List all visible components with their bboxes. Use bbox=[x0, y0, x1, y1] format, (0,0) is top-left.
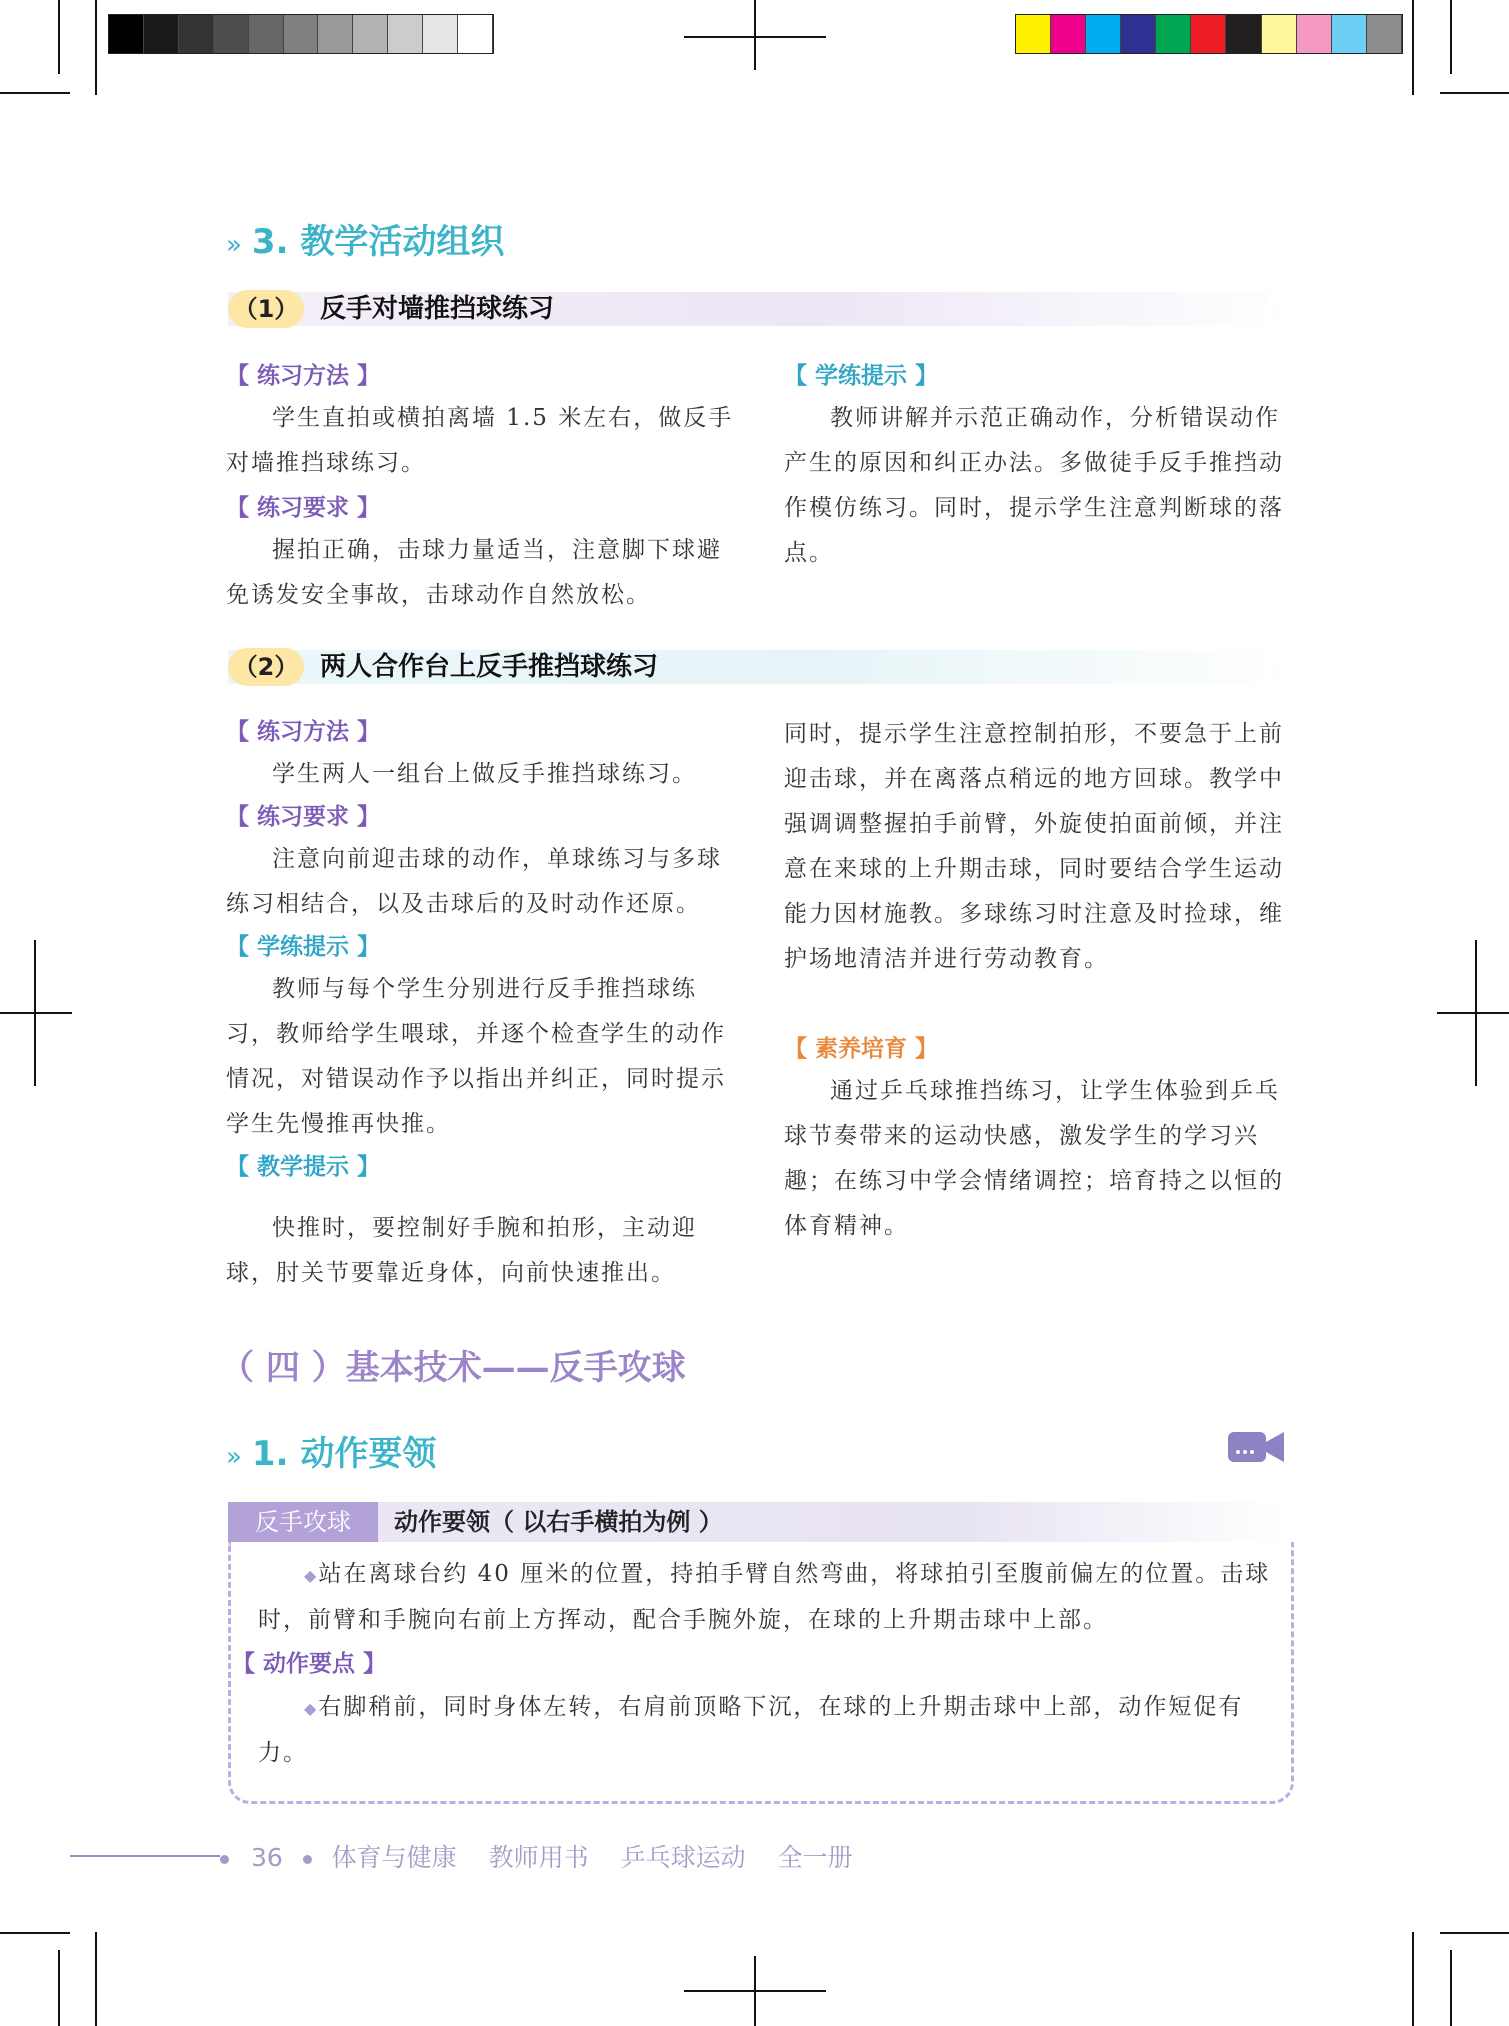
crop-mark bbox=[1440, 1932, 1509, 1934]
action-points-tag: 【 动作要点 】 bbox=[232, 1651, 387, 1677]
crop-mark bbox=[58, 1950, 60, 2026]
subsection-number: （1） bbox=[228, 290, 304, 328]
bullet-icon bbox=[220, 1855, 229, 1864]
subsection-band bbox=[228, 292, 1298, 326]
subsection-band bbox=[228, 650, 1298, 684]
left-column bbox=[226, 712, 746, 1187]
calibration-swatch bbox=[423, 15, 458, 53]
calibration-swatch bbox=[1051, 15, 1086, 53]
slash-decoration-icon bbox=[1250, 294, 1298, 324]
subsection-title: 反手对墙推挡球练习 bbox=[320, 294, 555, 324]
crop-mark bbox=[754, 0, 756, 70]
right-column bbox=[784, 356, 1304, 576]
calibration-swatch bbox=[353, 15, 388, 53]
crop-mark bbox=[1440, 92, 1509, 94]
crop-mark bbox=[1450, 1950, 1452, 2026]
subsection-number: （2） bbox=[228, 648, 304, 686]
crop-mark bbox=[684, 36, 826, 38]
left-column bbox=[226, 356, 746, 618]
method-text: 学生两人一组台上做反手推挡球练习。 bbox=[272, 761, 697, 787]
method-tag: 【 练习方法 】 bbox=[226, 363, 381, 389]
calibration-swatch bbox=[284, 15, 319, 53]
calibration-swatch bbox=[318, 15, 353, 53]
calibration-swatch bbox=[388, 15, 423, 53]
video-camera-icon[interactable] bbox=[1228, 1430, 1284, 1464]
calibration-swatch bbox=[1156, 15, 1191, 53]
method-tag: 【 练习方法 】 bbox=[226, 719, 381, 745]
crop-mark bbox=[0, 1012, 72, 1014]
calibration-swatch bbox=[458, 15, 493, 53]
technique-box-header bbox=[228, 1502, 1288, 1542]
calibration-swatch bbox=[1121, 15, 1156, 53]
requirement-tag: 【 练习要求 】 bbox=[226, 495, 381, 521]
section-title: 3. 教学活动组织 bbox=[251, 222, 505, 262]
slash-decoration-icon bbox=[1250, 652, 1298, 682]
footer-rule bbox=[70, 1855, 220, 1857]
calibration-swatch bbox=[1191, 15, 1226, 53]
teaching-text-part1: 快推时，要控制好手腕和拍形，主动迎球，肘关节要靠近身体，向前快速推出。 bbox=[226, 1215, 697, 1286]
crop-mark bbox=[1450, 0, 1452, 74]
calibration-swatch bbox=[144, 15, 179, 53]
calibration-swatch bbox=[1332, 15, 1367, 53]
section-heading bbox=[226, 1426, 436, 1475]
calibration-swatch bbox=[1262, 15, 1297, 53]
technique-box-content bbox=[232, 1552, 1274, 1776]
requirement-tag: 【 练习要求 】 bbox=[226, 804, 381, 830]
footer-book-volume: 全一册 bbox=[777, 1843, 853, 1872]
hint-text: 教师讲解并示范正确动作，分析错误动作产生的原因和纠正办法。多做徒手反手推挡动作模仿练习。同时，提示学生注意判断球的落点。 bbox=[784, 405, 1284, 566]
right-column bbox=[784, 712, 1304, 1249]
technique-header-text: 动作要领（ 以右手横拍为例 ） bbox=[394, 1508, 723, 1536]
calibration-swatch bbox=[214, 15, 249, 53]
footer bbox=[220, 1838, 853, 1874]
crop-mark bbox=[95, 1932, 97, 2026]
crop-mark bbox=[1412, 1932, 1414, 2026]
footer-book-type: 教师用书 bbox=[488, 1843, 589, 1872]
culture-tag: 【 素养培育 】 bbox=[784, 1036, 939, 1062]
hint-tag: 【 学练提示 】 bbox=[226, 934, 381, 960]
section-heading bbox=[226, 214, 504, 263]
page-number: 36 bbox=[250, 1843, 283, 1872]
teaching-tag: 【 教学提示 】 bbox=[226, 1154, 381, 1180]
footer-book-title: 体育与健康 bbox=[331, 1843, 457, 1872]
crop-mark bbox=[58, 0, 60, 74]
calibration-swatch bbox=[1367, 15, 1402, 53]
hint-text: 教师与每个学生分别进行反手推挡球练习，教师给学生喂球，并逐个检查学生的动作情况，对错误动作予以指出并纠正，同时提示学生先慢推再快推。 bbox=[226, 976, 726, 1137]
crop-mark bbox=[0, 92, 70, 94]
color-calibration-bar bbox=[1015, 14, 1403, 54]
crop-mark bbox=[1412, 0, 1414, 95]
calibration-swatch bbox=[1226, 15, 1261, 53]
teaching-text-part2: 同时，提示学生注意控制拍形，不要急于上前迎击球，并在离落点稍远的地方回球。教学中强调调整握拍手前臂，外旋使拍面前倾，并注意在来球的上升期击球，同时要结合学生运动能力因材施教。多球练习时注意及时捡球，维护场地清洁并进行劳动教育。 bbox=[784, 721, 1284, 972]
calibration-swatch bbox=[1086, 15, 1121, 53]
crop-mark bbox=[1437, 1012, 1509, 1014]
calibration-swatch bbox=[109, 15, 144, 53]
technique-label: 反手攻球 bbox=[228, 1502, 378, 1542]
requirement-text: 握拍正确，击球力量适当，注意脚下球避免诱发安全事故，击球动作自然放松。 bbox=[226, 537, 722, 608]
diamond-bullet-icon: ◆ bbox=[304, 1699, 319, 1718]
calibration-swatch bbox=[1297, 15, 1332, 53]
key-points-text: ◆站在离球台约 40 厘米的位置，持拍手臂自然弯曲，将球拍引至腹前偏左的位置。击球时，前臂和手腕向右前上方挥动，配合手腕外旋，在球的上升期击球中上部。 bbox=[258, 1561, 1271, 1633]
grayscale-calibration-bar bbox=[108, 14, 494, 54]
crop-mark bbox=[684, 1990, 826, 1992]
chevron-right-icon: » bbox=[226, 230, 242, 260]
footer-book-subject: 乒乓球运动 bbox=[620, 1843, 746, 1872]
method-text: 学生直拍或横拍离墙 1.5 米左右，做反手对墙推挡球练习。 bbox=[226, 405, 734, 476]
chapter-heading: （ 四 ）基本技术——反手攻球 bbox=[220, 1348, 686, 1388]
chevron-right-icon: » bbox=[226, 1442, 242, 1472]
culture-text: 通过乒乓球推挡练习，让学生体验到乒乓球节奏带来的运动快感，激发学生的学习兴趣；在练习中学会情绪调控；培育持之以恒的体育精神。 bbox=[784, 1078, 1284, 1239]
requirement-text: 注意向前迎击球的动作，单球练习与多球练习相结合，以及击球后的及时动作还原。 bbox=[226, 846, 722, 917]
crop-mark bbox=[95, 0, 97, 95]
hint-tag: 【 学练提示 】 bbox=[784, 363, 939, 389]
subsection-title: 两人合作台上反手推挡球练习 bbox=[320, 652, 659, 682]
calibration-swatch bbox=[1016, 15, 1051, 53]
crop-mark bbox=[0, 1932, 70, 1934]
diamond-bullet-icon: ◆ bbox=[304, 1566, 319, 1585]
calibration-swatch bbox=[179, 15, 214, 53]
section-title: 1. 动作要领 bbox=[251, 1434, 437, 1474]
action-points-text: ◆右脚稍前，同时身体左转，右肩前顶略下沉，在球的上升期击球中上部，动作短促有力。 bbox=[258, 1694, 1244, 1766]
bullet-icon bbox=[303, 1855, 312, 1864]
calibration-swatch bbox=[249, 15, 284, 53]
